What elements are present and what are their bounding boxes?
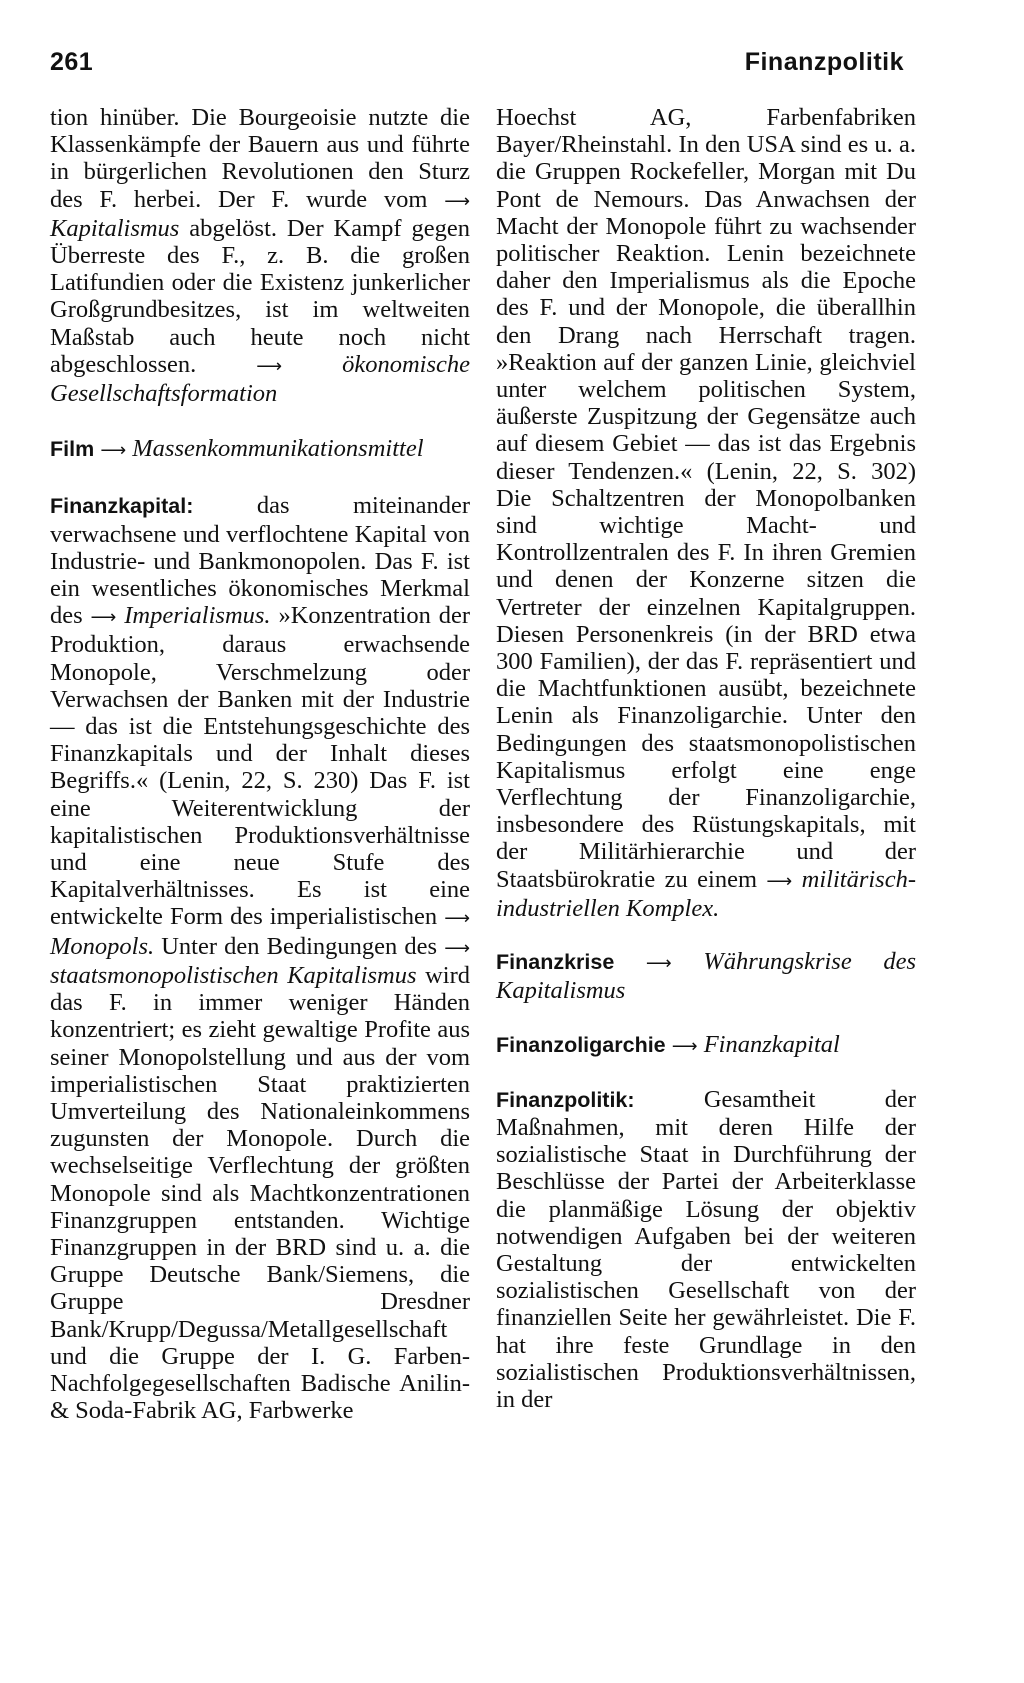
text-segment: Unter den Bedingungen des: [154, 932, 445, 960]
entry-finanzkrise: [496, 948, 916, 1004]
cross-reference-arrow-icon: ⟶: [671, 1035, 698, 1057]
cross-reference-link[interactable]: militärisch-industriellen Komplex.: [496, 865, 916, 922]
headword-finanzkrise: Finanzkrise: [496, 950, 615, 975]
headword-film: Film: [50, 437, 95, 462]
feudalismus-continuation: [50, 104, 470, 407]
text-segment: tion hinüber. Die Bourgeoisie nutzte die Klassenkämpfe der Bauern aus und führte in bürgerlichen Revolutionen den Sturz des F. herbei. Der F. wurde vom: [50, 104, 470, 213]
cross-reference-link[interactable]: Monopols.: [50, 932, 155, 960]
cross-reference-arrow-icon: ⟶: [645, 953, 672, 975]
text-segment: »Konzentration der Produktion, daraus erwachsende Monopole, Verschmelzung oder Verwachsen der Banken mit der Industrie — das ist die Entstehungsgeschichte des Finanzkapitals und der Inhalt dieses Begriffs.« (Lenin, 22, S. 230) Das F. ist eine Weiterentwicklung der kapitalistischen Produktionsverhältnisse und eine neue Stufe des Kapitalverhältnisses. Es ist eine entwickelte Form des imperialistischen: [50, 602, 470, 931]
text-segment: Gesamtheit der Maßnahmen, mit deren Hilfe der sozialistische Staat in Durchführung der Beschlüsse der Partei der Arbeiterklasse die planmäßige Lösung der objektiv notwendigen Aufgaben bei der weiteren Gestaltung der entwickelten sozialistischen Gesellschaft von der finanziellen Seite her gewährleistet. Die F. hat ihre feste Grundlage in den sozialistischen Produktionsverhältnissen, in der: [496, 1085, 916, 1413]
finanzkapital-continuation: [496, 104, 916, 922]
cross-reference-arrow-icon: ⟶: [444, 190, 470, 212]
cross-reference-link[interactable]: staatsmonopolistischen Kapitalismus: [50, 961, 417, 989]
headword-finanzkapital: Finanzkapital:: [50, 494, 194, 519]
cross-reference-link[interactable]: Kapitalismus: [50, 214, 180, 242]
cross-reference-link[interactable]: Finanzkapital: [703, 1030, 840, 1058]
page-number: 261: [50, 48, 94, 76]
cross-reference-arrow-icon: ⟶: [444, 937, 470, 959]
cross-reference-link[interactable]: Imperialismus.: [124, 602, 271, 630]
cross-reference-arrow-icon: ⟶: [444, 908, 470, 930]
text-segment: wird das F. in immer weniger Händen konzentriert; es zieht gewaltige Profite aus seiner Monopolstellung und aus der vom imperialistischen Staat praktizierten Umverteilung des Nationaleinkommens zugunsten der Monopole. Durch die wechselseitige Verflechtung der größten Monopole sind als Machtkonzentrationen Finanzgruppen entstanden. Wichtige Finanzgruppen in der BRD sind u. a. die Gruppe Deutsche Bank/Siemens, die Gruppe Dresdner Bank/Krupp/Degussa/Metallgesellschaft und die Gruppe der I. G. Farben-Nachfolgegesellschaften Badische Anilin- & Soda-Fabrik AG, Farbwerke: [50, 961, 470, 1425]
text-segment: abgelöst. Der Kampf gegen Überreste des F., z. B. die großen Latifundien oder die Existenz junkerlicher Großgrundbesitzes, ist im weltweiten Maßstab auch heute noch nicht abgeschlossen.: [50, 214, 470, 378]
entry-film: [50, 435, 470, 464]
entry-finanzpolitik: [496, 1086, 916, 1413]
text-segment: Hoechst AG, Farbenfabriken Bayer/Rheinstahl. In den USA sind es u. a. die Gruppen Rockefeller, Morgan mit Du Pont de Nemours. Das Anwachsen der Macht der Monopole führt zu wachsender politischer Reaktion. Lenin bezeichnete daher den Imperialismus als die Epoche des F. und der Monopole, die überallhin den Drang nach Herrschaft tragen. »Reaktion auf der ganzen Linie, gleichviel unter welchem politischen System, äußerste Zuspitzung der Gegensätze auch auf diesem Gebiet — das ist das Ergebnis dieser Tendenzen.« (Lenin, 22, S. 302) Die Schaltzentren der Monopolbanken sind wichtige Macht- und Kontrollzentralen des F. In ihren Gremien und denen der Konzerne sitzen die Vertreter der einzelnen Kapitalgruppen. Diesen Personenkreis (in der BRD etwa 300 Familien), der das F. repräsentiert und die Machtfunktionen ausübt, bezeichnete Lenin als Finanzoligarchie. Unter den Bedingungen des staatsmonopolistischen Kapitalismus erfolgt eine enge Verflechtung der Finanzoligarchie, insbesondere des Rüstungskapitals, mit der Militärhierarchie und der Staatsbürokratie zu einem: [496, 104, 916, 893]
entry-finanzkapital: [50, 492, 470, 1424]
headword-finanzpolitik: Finanzpolitik:: [496, 1087, 635, 1112]
cross-reference-link[interactable]: ökonomische Gesellschaftsformation: [50, 350, 470, 408]
cross-reference-arrow-icon: ⟶: [90, 607, 117, 629]
cross-reference-link[interactable]: Währungskrise des Kapitalismus: [496, 948, 916, 1005]
headword-finanzoligarchie: Finanzoligarchie: [496, 1032, 666, 1057]
right-column: [496, 104, 916, 1439]
cross-reference-arrow-icon: ⟶: [766, 870, 793, 892]
cross-reference-link[interactable]: Massenkommunikationsmittel: [132, 435, 424, 463]
text-segment: das miteinander verwachsene und verflochtene Kapital von Industrie- und Bankmonopolen. Das F. ist ein wesentliches ökonomisches Merkmal des: [50, 492, 470, 630]
cross-reference-arrow-icon: ⟶: [100, 440, 127, 462]
entry-finanzoligarchie: [496, 1031, 916, 1060]
running-head: Finanzpolitik: [744, 48, 904, 76]
left-column: [50, 104, 470, 1452]
cross-reference-arrow-icon: ⟶: [256, 355, 283, 377]
